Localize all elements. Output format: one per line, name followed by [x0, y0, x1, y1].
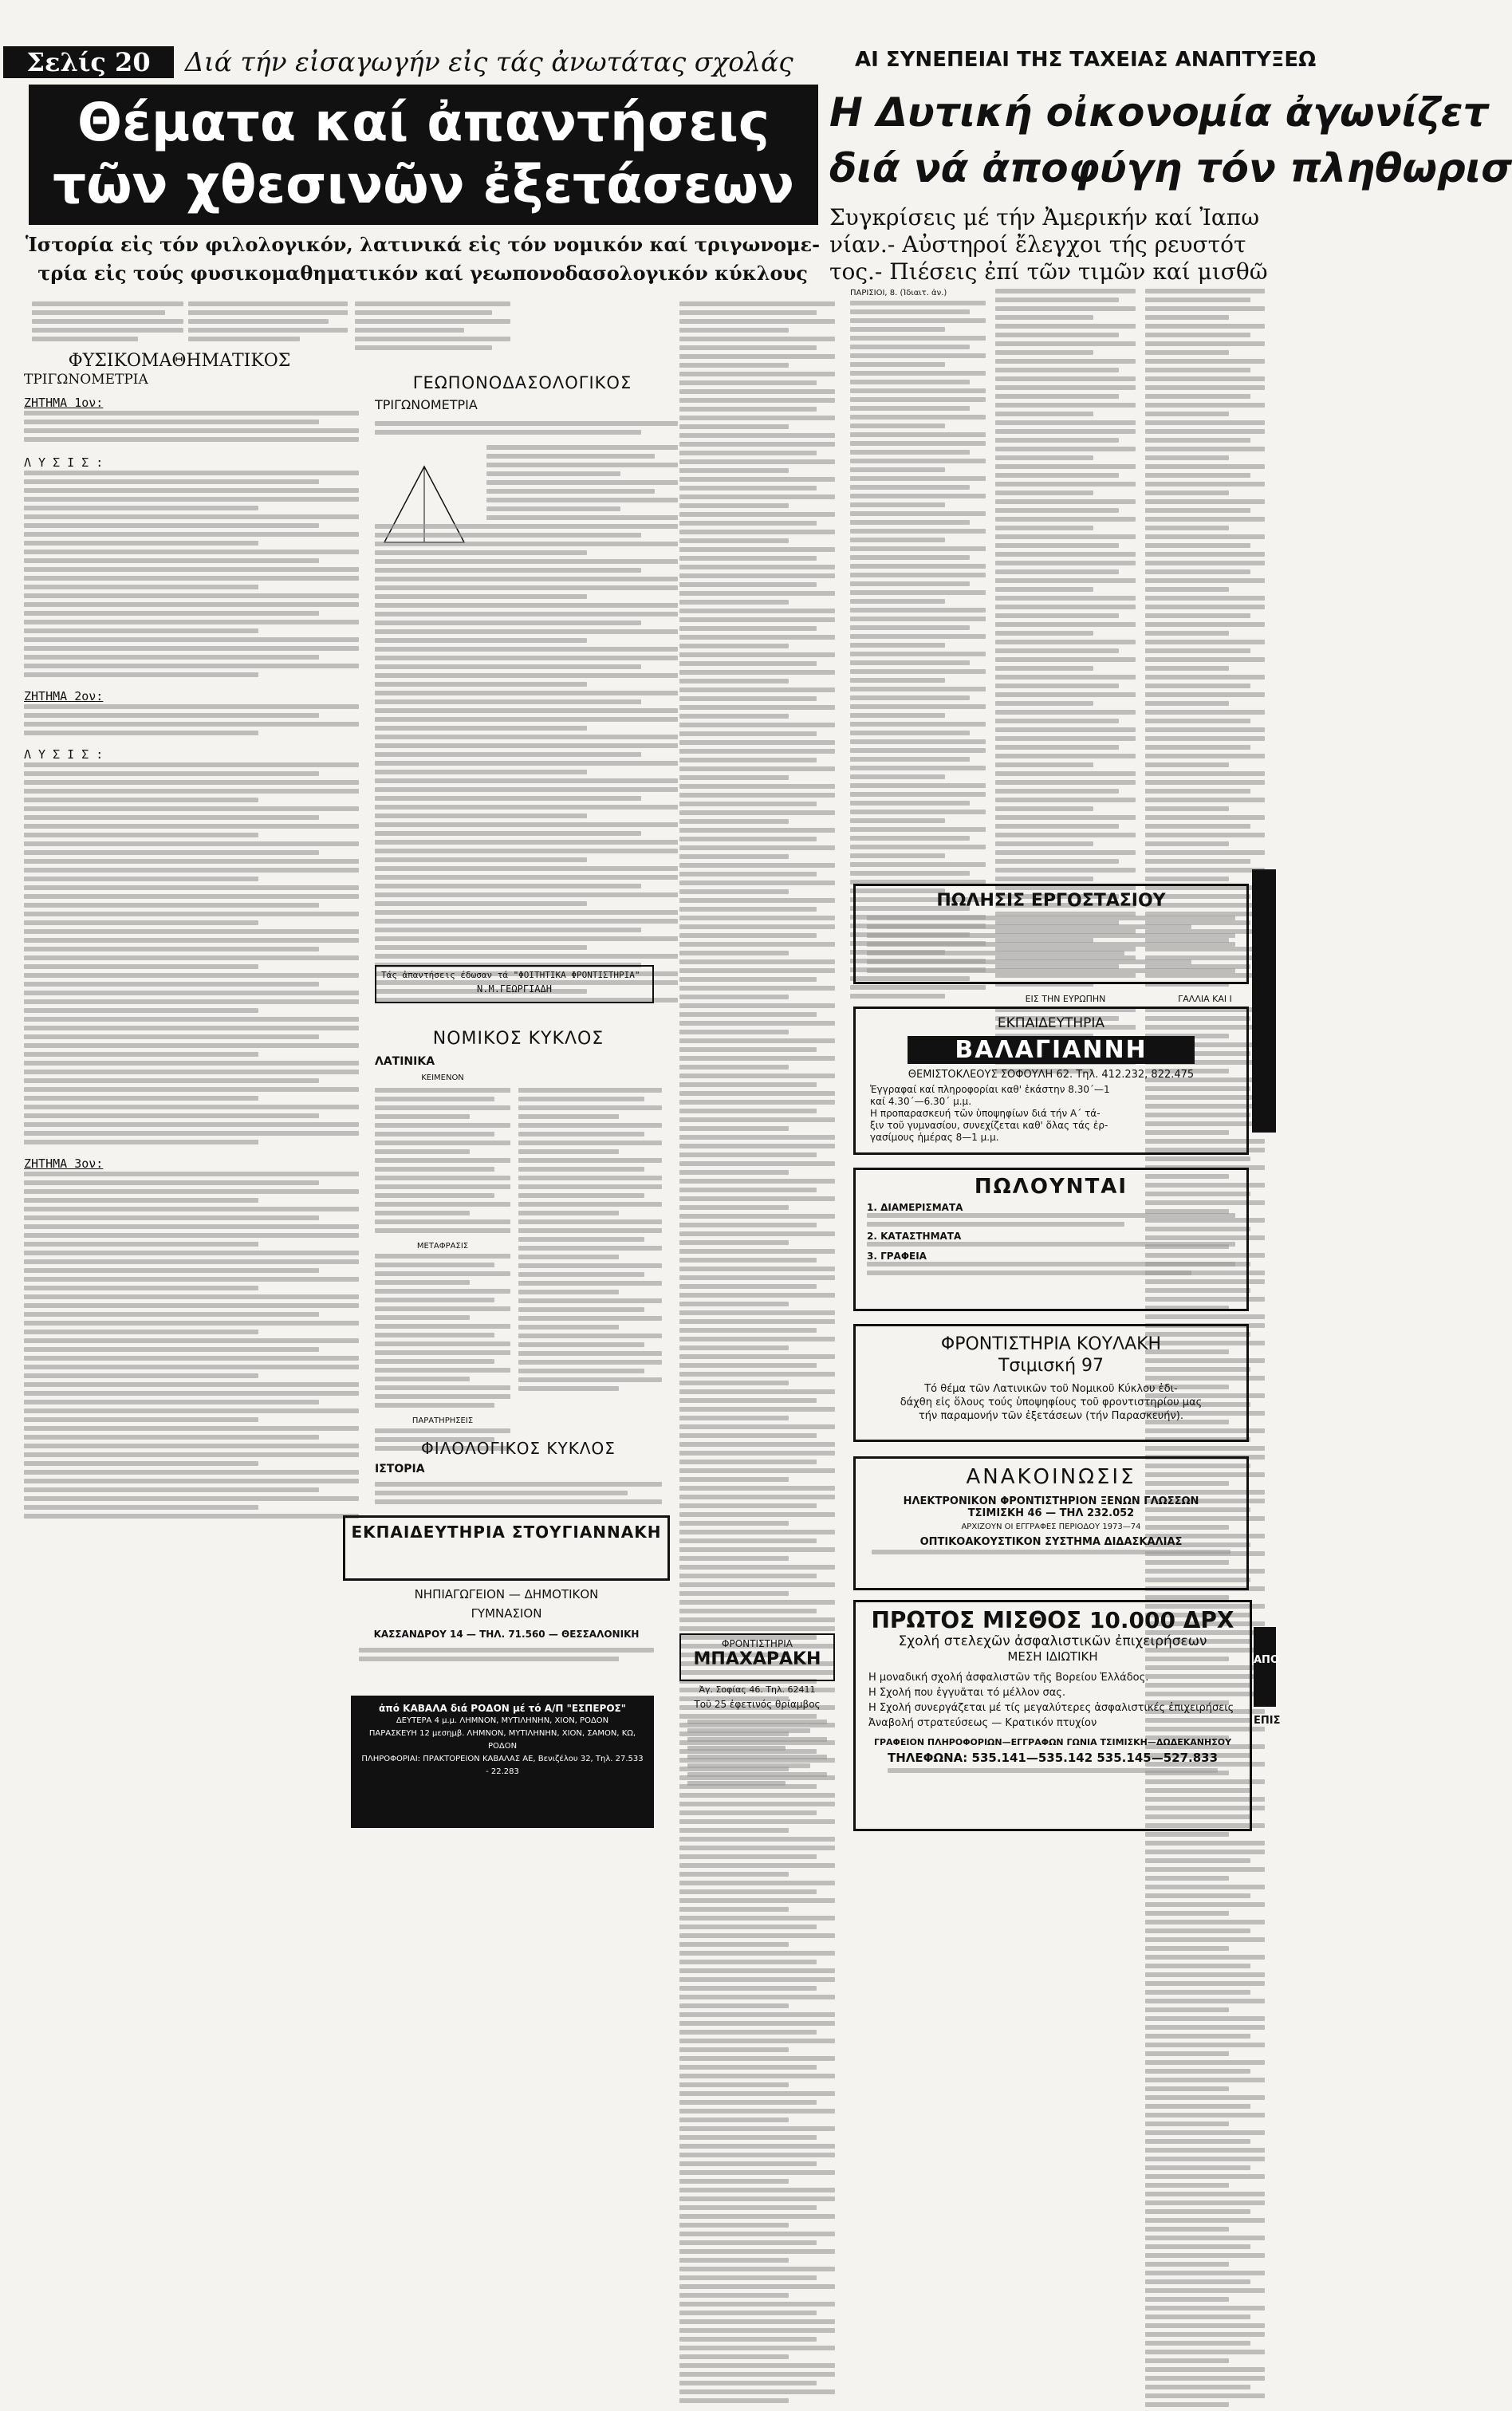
section-heading-trig-2: ΤΡΙΓΩΝΟΜΕΤΡΙΑ: [375, 397, 478, 412]
ad-esperos: [351, 1696, 654, 1828]
ad-bacharaki-name: ΜΠΑΧΑΡΑΚΗ: [693, 1649, 821, 1669]
ad-esperos-line3: ΠΑΡΑΣΚΕΥΗ 12 μεσημβ. ΛΗΜΝΟΝ, ΜΥΤΙΛΗΝΗΝ, ΧΙΟΝ, ΣΑΜΟΝ, ΚΩ, ΡΟΔΟΝ: [368, 1729, 636, 1751]
side-ad-fragment-2: ΑΠΟ: [1254, 1627, 1276, 1707]
right-article-gallia-heading: ΓΑΛΛΙΑ ΚΑΙ Ι: [1178, 994, 1232, 1004]
math-solution-column-2: [375, 421, 678, 1007]
ad-salary-b4: Ἀναβολή στρατεύσεως — Κρατικόν πτυχίον: [868, 1717, 1097, 1729]
ad-bacharaki-body: [687, 1720, 827, 1790]
ad-salary-title: ΠΡΩΤΟΣ ΜΙΣΘΟΣ 10.000 ΔΡΧ: [871, 1607, 1234, 1633]
ad-esperos-line2: ΔΕΥΤΕΡΑ 4 μ.μ. ΛΗΜΝΟΝ, ΜΥΤΙΛΗΝΗΝ, ΧΙΟΝ, ΡΟΔΟΝ: [396, 1716, 609, 1725]
ad-anakoinoseis-line2: ΤΣΙΜΙΣΚΗ 46 — ΤΗΛ 232.052: [967, 1507, 1135, 1519]
side-ad-fragment-1: [1252, 869, 1276, 1133]
ad-salary-b1: Η μοναδική σχολή ἀσφαλιστῶν τῆς Βορείου Ἑλλάδος.: [868, 1672, 1149, 1684]
right-article-sub-1: Συγκρίσεις μέ τήν Ἀμερικήν καί Ἰαπω: [829, 204, 1260, 230]
ad-valagianni-line4: ξιν τοῦ γυμνασίου, συνεχίζεται καθ' ὅλας τάς ἐρ-: [870, 1120, 1108, 1131]
right-article-headline-1: Η Δυτική οἰκονομία ἀγωνίζετ: [829, 89, 1489, 136]
ad-polountai-item1: 1. ΔΙΑΜΕΡΙΣΜΑΤΑ: [867, 1202, 963, 1213]
ad-valagianni-line3: Η προπαρασκευή τῶν ὑποψηφίων διά τήν Α΄ τά-: [870, 1108, 1101, 1119]
ad-stougiannaki: [343, 1515, 670, 1581]
ad-valagianni-name: ΒΑΛΑΓΙΑΝΝΗ: [908, 1036, 1195, 1064]
math-solution-column-1: [24, 396, 359, 1523]
ad-polountai-item3: 3. ΓΡΑΦΕΙΑ: [867, 1251, 927, 1262]
ad-first-salary: [853, 1600, 1252, 1831]
headline-line-1: Θέματα καί ἀπαντήσεις: [77, 92, 770, 153]
section-heading-istoria: ΙΣΤΟΡΙΑ: [375, 1463, 425, 1475]
ad-stougiannaki-line1: ΝΗΠΙΑΓΩΓΕΙΟΝ — ΔΗΜΟΤΙΚΟΝ: [414, 1587, 599, 1601]
page-label: Σελίς 20: [3, 46, 174, 78]
ad-anakoinoseis-line3: ΑΡΧΙΖΟΥΝ ΟΙ ΕΓΓΡΑΦΕΣ ΠΕΡΙΟΔΟΥ 1973—74: [961, 1523, 1141, 1531]
intro-text-col-c: [355, 301, 510, 354]
right-article-sub-2: νίαν.- Αὐστηροί ἔλεγχοι τής ρευστότ: [829, 231, 1246, 258]
ad-salary-b2: Η Σχολή που ἐγγυᾶται τό μέλλον σας.: [868, 1687, 1066, 1699]
ad-bacharaki: [679, 1633, 835, 1681]
ad-anakoinoseis-line1: ΗΛΕΚΤΡΟΝΙΚΟΝ ΦΡΟΝΤΙΣΤΗΡΙΟΝ ΞΕΝΩΝ ΓΛΩΣΣΩΝ: [903, 1495, 1199, 1507]
ad-bacharaki-line: Τοῦ 25 ἐφετινός θρίαμβος: [694, 1699, 821, 1710]
ad-bacharaki-address: Ἀγ. Σοφίας 46. Τηλ. 62411: [699, 1684, 816, 1695]
latin-text-col-right: [518, 1088, 662, 1395]
ad-valagianni-line5: γασίμους ἡμέρας 8—1 μ.μ.: [870, 1132, 999, 1143]
section-heading-geoponodasologikos: ΓΕΩΠΟΝΟΔΑΣΟΛΟΓΙΚΟΣ: [412, 373, 632, 392]
deck-line-2: τρία εἰς τούς φυσικομαθηματικόν καί γεωπονοδασολογικόν κύκλους: [37, 262, 808, 285]
istoria-text: [375, 1482, 662, 1508]
right-article-dateline: ΠΑΡΙΣΙΟΙ, 8. (Ἰδιαιτ. ἀν.): [850, 289, 947, 297]
ad-anakoinoseis: [853, 1456, 1249, 1590]
answers-credit-box: [375, 965, 654, 1003]
zitima-2-label: ΖΗΤΗΜΑ 2ον:: [24, 689, 104, 703]
ad-valagianni-line1: Ἐγγραφαί καί πληροφορίαι καθ' ἑκάστην 8.30΄—1: [870, 1084, 1110, 1095]
lysis-label-1: Λ Υ Σ Ι Σ :: [24, 455, 104, 470]
latin-text-col-left: [375, 1088, 510, 1455]
section-heading-physics-math: ΦΥΣΙΚΟΜΑΘΗΜΑΤΙΚΟΣ: [68, 351, 291, 371]
page-subtitle: Διά τήν εἰσαγωγήν εἰς τάς ἀνωτάτας σχολάς: [185, 46, 793, 77]
section-heading-nomikos: ΝΟΜΙΚΟΣ ΚΥΚΛΟΣ: [432, 1029, 604, 1049]
intro-text-col-b: [188, 301, 348, 345]
lysis-label-2: Λ Υ Σ Ι Σ :: [24, 747, 104, 762]
headline-line-2: τῶν χθεσινῶν ἐξετάσεων: [53, 154, 794, 215]
answers-author: Ν.Μ.ΓΕΩΡΓΙΑΔΗ: [477, 983, 552, 995]
ad-salary-sub1: Σχολή στελεχῶν ἀσφαλιστικῶν ἐπιχειρήσεων: [898, 1633, 1207, 1649]
ad-polountai-item2: 2. ΚΑΤΑΣΤΗΜΑΤΑ: [867, 1231, 962, 1242]
ad-koulaki-title: ΦΡΟΝΤΙΣΤΗΡΙΑ ΚΟΥΛΑΚΗ: [940, 1334, 1162, 1354]
section-heading-trig-1: ΤΡΙΓΩΝΟΜΕΤΡΙΑ: [24, 372, 148, 388]
ad-koulaki-body3: τήν παραμονήν τῶν ἐξετάσεων (τήν Παρασκευήν).: [918, 1410, 1183, 1422]
ad-stougiannaki-line2: ΓΥΜΝΑΣΙΟΝ: [471, 1606, 542, 1621]
ad-stougiannaki-address: ΚΑΣΣΑΝΔΡΟΥ 14 — ΤΗΛ. 71.560 — ΘΕΣΣΑΛΟΝΙΚΗ: [373, 1629, 640, 1640]
ad-polountai-title: ΠΩΛΟΥΝΤΑΙ: [974, 1175, 1128, 1199]
right-article-europe-heading: ΕΙΣ ΤΗΝ ΕΥΡΩΠΗΝ: [1025, 994, 1106, 1004]
right-article-sub-3: τος.- Πιέσεις ἐπί τῶν τιμῶν καί μισθῶ: [829, 258, 1268, 285]
intro-text-col-a: [32, 301, 183, 345]
ad-valagianni: [853, 1007, 1249, 1155]
section-heading-metafrasis: ΜΕΤΑΦΡΑΣΙΣ: [416, 1242, 469, 1251]
ad-salary-phones: ΤΗΛΕΦΩΝΑ: 535.141—535.142 535.145—527.833: [887, 1751, 1219, 1765]
ad-koulaki-address: Τσιμισκή 97: [998, 1356, 1104, 1376]
ad-salary-sub2: ΜΕΣΗ ΙΔΙΩΤΙΚΗ: [1007, 1649, 1098, 1664]
ad-factory-sale: [853, 884, 1249, 984]
right-article-kicker: ΑΙ ΣΥΝΕΠΕΙΑΙ ΤΗΣ ΤΑΧΕΙΑΣ ΑΝΑΠΤΥΞΕΩ: [855, 48, 1317, 72]
ad-stougiannaki-name: ΕΚΠΑΙΔΕΥΤΗΡΙΑ ΣΤΟΥΓΙΑΝΝΑΚΗ: [351, 1523, 662, 1542]
deck-line-1: Ἱστορία εἰς τόν φιλολογικόν, λατινικά εἰς τόν νομικόν καί τριγωνομε-: [25, 233, 821, 256]
ad-valagianni-line2: καί 4.30΄—6.30΄ μ.μ.: [870, 1096, 972, 1107]
zitima-3-label: ΖΗΤΗΜΑ 3ον:: [24, 1156, 104, 1171]
ad-koulaki-body2: δάχθη εἰς ὅλους τούς ὑποψηφίους τοῦ φροντιστηρίου μας: [900, 1397, 1203, 1408]
headline-banner: [29, 85, 818, 225]
ad-koulaki-body1: Τό θέμα τῶν Λατινικῶν τοῦ Νομικοῦ Κύκλου ἐδι-: [924, 1383, 1178, 1395]
ad-salary-office: ΓΡΑΦΕΙΟΝ ΠΛΗΡΟΦΟΡΙΩΝ—ΕΓΓΡΑΦΩΝ ΓΩΝΙΑ ΤΣΙΜΙΣΚΗ—ΔΩΔΕΚΑΝΗΣΟΥ: [873, 1737, 1232, 1747]
answers-note: Τάς ἀπαντήσεις έδωσαν τά "ΦΟΙΤΗΤΙΚΑ ΦΡΟΝΤΙΣΤΗΡΙΑ": [381, 970, 640, 980]
ad-valagianni-label: ΕΚΠΑΙΔΕΥΤΗΡΙΑ: [997, 1015, 1105, 1031]
ad-stougiannaki-body: [359, 1648, 654, 1665]
ad-koulaki: [853, 1324, 1249, 1442]
ad-anakoinoseis-title: ΑΝΑΚΟΙΝΩΣΙΣ: [966, 1465, 1136, 1489]
ad-valagianni-address: ΘΕΜΙΣΤΟΚΛΕΟΥΣ ΣΟΦΟΥΛΗ 62. Τηλ. 412.232, 822.475: [908, 1069, 1195, 1081]
ad-polountai: [853, 1168, 1249, 1311]
ad-factory-title: ΠΩΛΗΣΙΣ ΕΡΓΟΣΤΑΣΙΟΥ: [936, 891, 1166, 911]
history-text-col-a: [679, 301, 835, 2407]
right-article-headline-2: διά νά ἀποφύγη τόν πληθωρισ: [829, 145, 1512, 191]
section-heading-filologikos: ΦΙΛΟΛΟΓΙΚΟΣ ΚΥΚΛΟΣ: [421, 1439, 616, 1458]
ad-esperos-line1: ἀπό ΚΑΒΑΛΑ διά ΡΟΔΟΝ μέ τό Α/Π "ΕΣΠΕΡΟΣ": [379, 1703, 626, 1714]
ad-esperos-line4: ΠΛΗΡΟΦΟΡΙΑΙ: ΠΡΑΚΤΟΡΕΙΟΝ ΚΑΒΑΛΑΣ ΑΕ, Βενιζέλου 32, Τηλ. 27.533 - 22.283: [361, 1755, 644, 1776]
zitima-1-label: ΖΗΤΗΜΑ 1ον:: [24, 396, 104, 410]
ad-bacharaki-label: ΦΡΟΝΤΙΣΤΗΡΙΑ: [722, 1638, 793, 1649]
section-heading-latinika: ΛΑΤΙΝΙΚΑ: [375, 1055, 435, 1068]
section-heading-paratiriseis: ΠΑΡΑΤΗΡΗΣΕΙΣ: [411, 1416, 474, 1425]
side-ad-fragment-3: ΕΠΙΣ: [1254, 1715, 1281, 1727]
ad-salary-b3: Η Σχολή συνεργάζεται μέ τίς μεγαλύτερες ἀσφαλιστικές ἐπιχειρήσεις: [868, 1702, 1234, 1714]
ad-anakoinoseis-line4: ΟΠΤΙΚΟΑΚΟΥΣΤΙΚΟΝ ΣΥΣΤΗΜΑ ΔΙΔΑΣΚΑΛΙΑΣ: [919, 1536, 1183, 1548]
section-heading-keimenon: ΚΕΙΜΕΝΟΝ: [421, 1074, 464, 1082]
